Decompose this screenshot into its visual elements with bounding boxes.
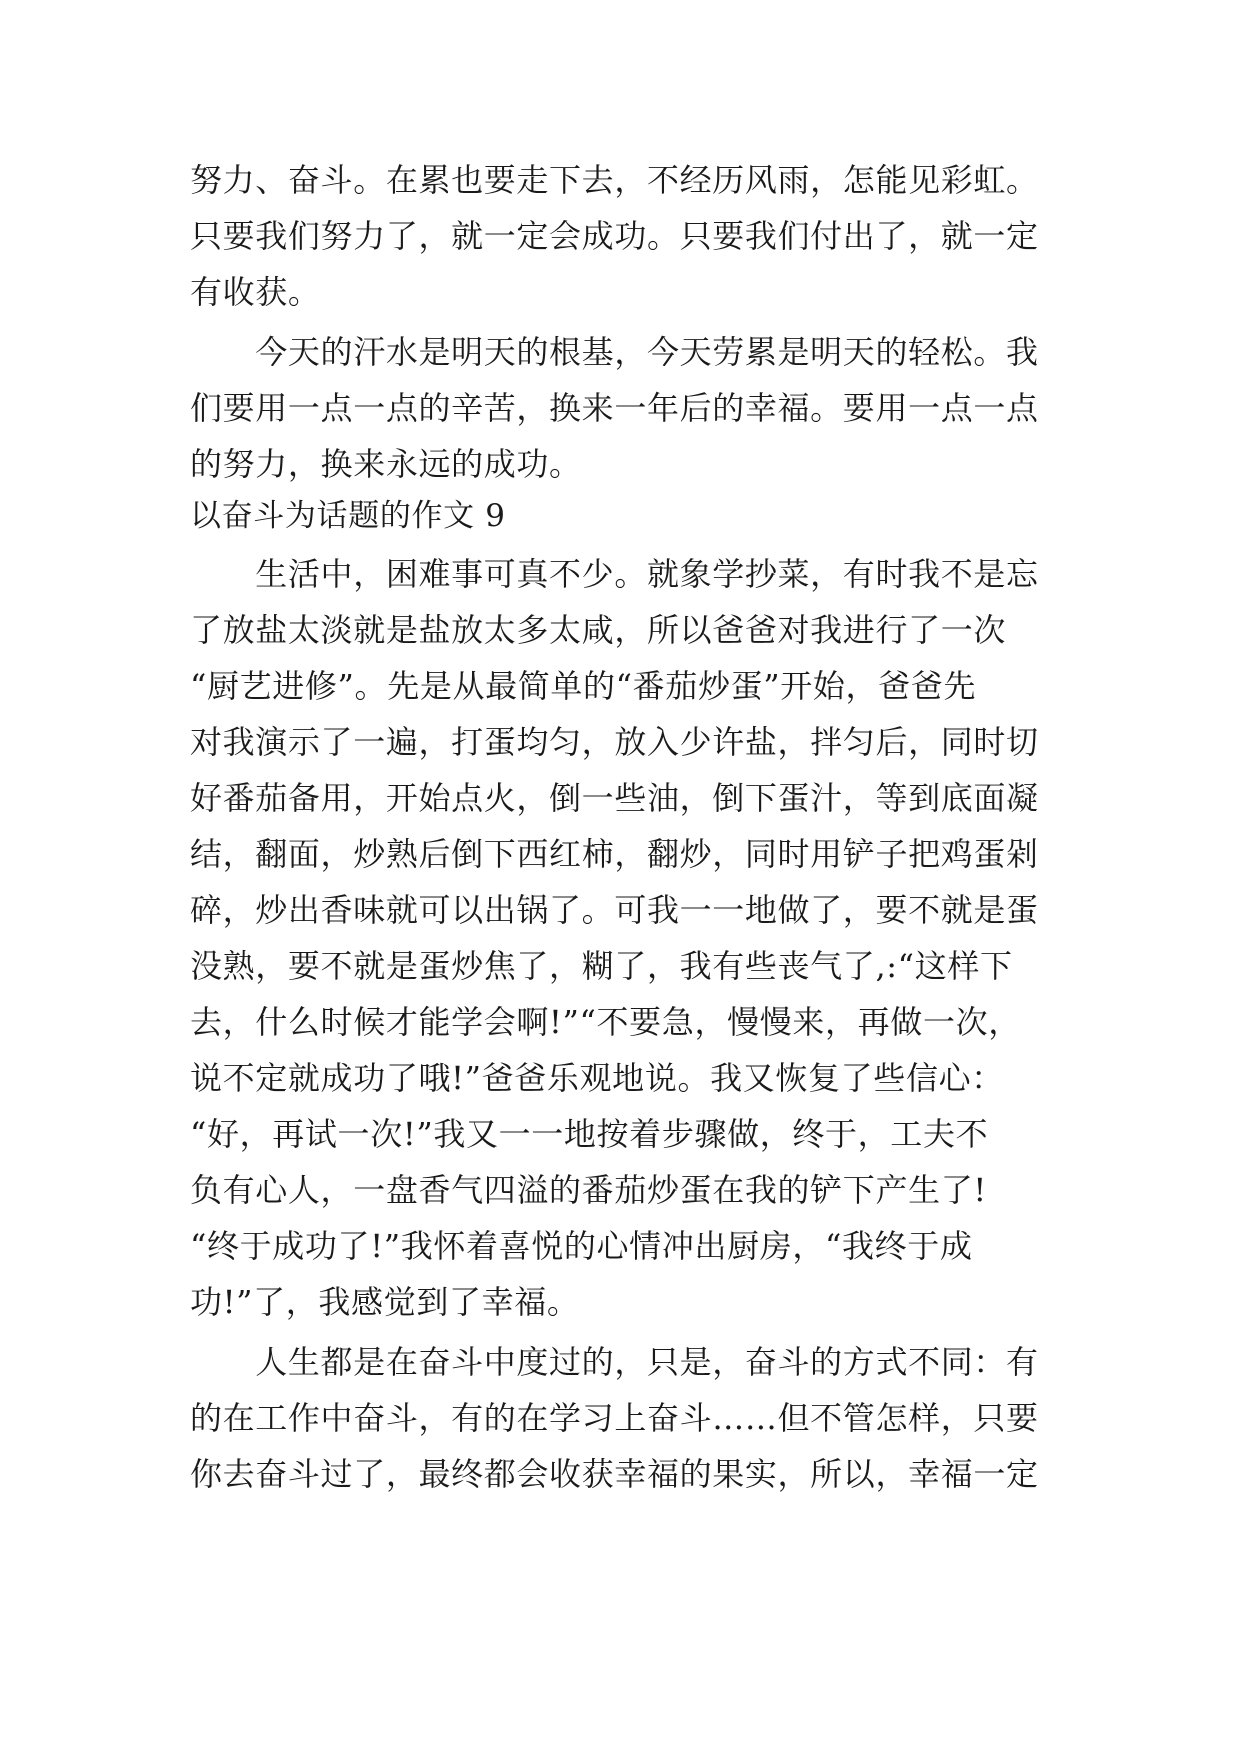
paragraph-line: 努力、奋斗。在累也要走下去，不经历风雨，怎能见彩虹。 bbox=[190, 161, 1039, 199]
paragraph-line: 去，什么时候才能学会啊!”“不要急，慢慢来，再做一次， bbox=[190, 1003, 1021, 1041]
paragraph-line: 没熟，要不就是蛋炒焦了，糊了，我有些丧气了,:“这样下 bbox=[190, 947, 1013, 985]
paragraph-line: 的在工作中奋斗，有的在学习上奋斗……但不管怎样，只要 bbox=[190, 1399, 1039, 1437]
paragraph-line: 生活中，困难事可真不少。就象学抄菜，有时我不是忘 bbox=[190, 555, 1039, 593]
paragraph-line: 们要用一点一点的辛苦，换来一年后的幸福。要用一点一点 bbox=[190, 389, 1039, 427]
paragraph-line: 只要我们努力了，就一定会成功。只要我们付出了，就一定 bbox=[190, 217, 1039, 255]
paragraph-line: 有收获。 bbox=[190, 273, 321, 311]
paragraph-line: “好，再试一次!”我又一一地按着步骤做，终于，工夫不 bbox=[190, 1115, 989, 1153]
paragraph-line: 碎，炒出香味就可以出锅了。可我一一地做了，要不就是蛋 bbox=[190, 891, 1039, 929]
paragraph-line: 功!”了，我感觉到了幸福。 bbox=[190, 1283, 580, 1321]
paragraph-line: 你去奋斗过了，最终都会收获幸福的果实，所以，幸福一定 bbox=[190, 1455, 1039, 1493]
paragraph-line: “厨艺进修”。先是从最简单的“番茄炒蛋”开始，爸爸先 bbox=[190, 667, 977, 705]
paragraph-line: 人生都是在奋斗中度过的，只是，奋斗的方式不同：有 bbox=[190, 1343, 1039, 1381]
paragraph-line: 说不定就成功了哦!”爸爸乐观地说。我又恢复了些信心： bbox=[190, 1059, 1004, 1097]
paragraph-line: 今天的汗水是明天的根基，今天劳累是明天的轻松。我 bbox=[190, 333, 1039, 371]
paragraph-line: 对我演示了一遍，打蛋均匀，放入少许盐，拌匀后，同时切 bbox=[190, 723, 1039, 761]
paragraph-line: 结，翻面，炒熟后倒下西红柿，翻炒，同时用铲子把鸡蛋剁 bbox=[190, 835, 1039, 873]
paragraph-line: 负有心人，一盘香气四溢的番茄炒蛋在我的铲下产生了! bbox=[190, 1171, 987, 1209]
section-heading: 以奋斗为话题的作文 9 bbox=[190, 498, 506, 534]
paragraph-line: 了放盐太淡就是盐放太多太咸，所以爸爸对我进行了一次 bbox=[190, 611, 1007, 649]
paragraph-line: 的努力，换来永远的成功。 bbox=[190, 445, 582, 483]
paragraph-line: “终于成功了!”我怀着喜悦的心情冲出厨房，“我终于成 bbox=[190, 1227, 973, 1265]
paragraph-line: 好番茄备用，开始点火，倒一些油，倒下蛋汁，等到底面凝 bbox=[190, 779, 1039, 817]
